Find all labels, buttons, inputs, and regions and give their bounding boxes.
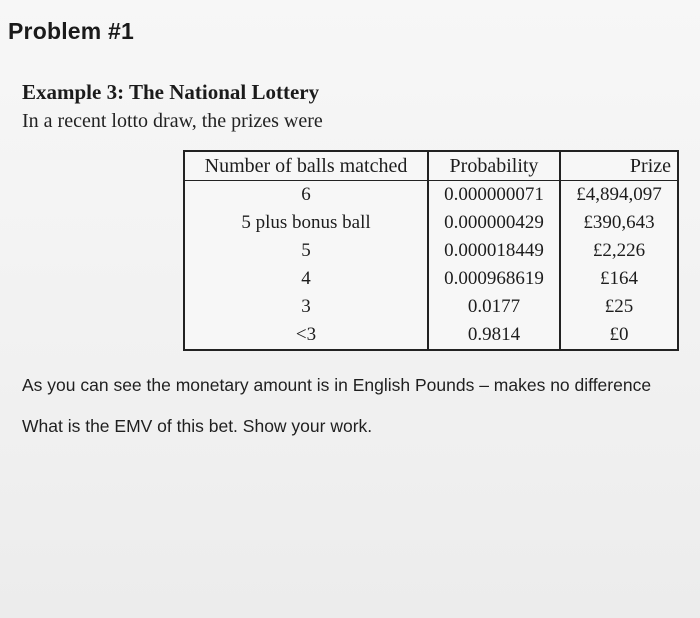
balls-matched-cell: 6	[184, 181, 428, 210]
table-row	[184, 237, 678, 265]
balls-matched-cell: <3	[184, 321, 428, 350]
prize-cell: £0	[560, 321, 678, 350]
probability-cell: 0.000018449	[428, 237, 560, 265]
prize-table	[183, 150, 679, 351]
probability-cell: 0.000000429	[428, 209, 560, 237]
paragraph-currency-note: As you can see the monetary amount is in English Pounds – makes no difference	[22, 375, 652, 395]
prize-cell: £164	[560, 265, 678, 293]
prize-cell: £25	[560, 293, 678, 321]
prize-cell: £2,226	[560, 237, 678, 265]
balls-matched-cell: 3	[184, 293, 428, 321]
header-probability: Probability	[428, 151, 560, 181]
intro-text: In a recent lotto draw, the prizes were	[22, 110, 323, 132]
table-row	[184, 293, 678, 321]
table-row	[184, 321, 678, 350]
problem-title: Problem #1	[8, 18, 134, 44]
balls-matched-cell: 5 plus bonus ball	[184, 209, 428, 237]
table-row	[184, 181, 678, 210]
prize-cell: £390,643	[560, 209, 678, 237]
probability-cell: 0.0177	[428, 293, 560, 321]
table-header-row	[184, 151, 678, 181]
example-title: Example 3: The National Lottery	[22, 80, 320, 104]
probability-cell: 0.000000071	[428, 181, 560, 210]
table-row	[184, 209, 678, 237]
table-row	[184, 265, 678, 293]
prize-cell: £4,894,097	[560, 181, 678, 210]
balls-matched-cell: 5	[184, 237, 428, 265]
paragraph-question: What is the EMV of this bet. Show your work.	[22, 416, 373, 436]
probability-cell: 0.9814	[428, 321, 560, 350]
header-balls-matched: Number of balls matched	[184, 151, 428, 181]
probability-cell: 0.000968619	[428, 265, 560, 293]
balls-matched-cell: 4	[184, 265, 428, 293]
header-prize: Prize	[560, 151, 678, 181]
